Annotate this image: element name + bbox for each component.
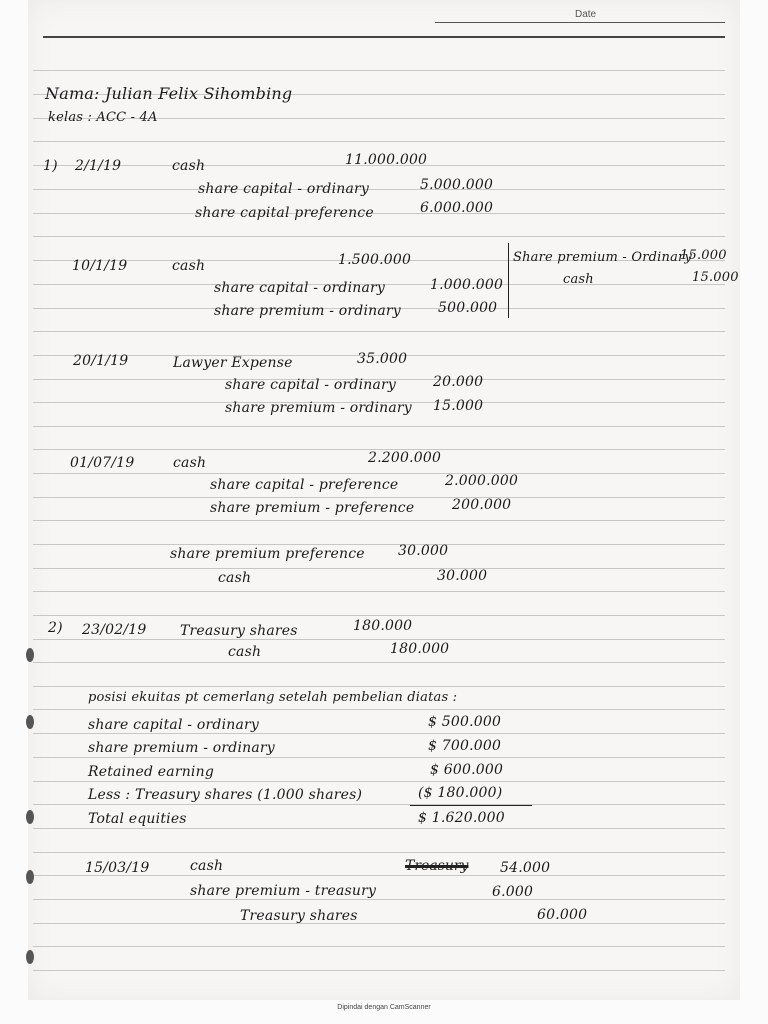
ruled-line [33,946,725,947]
ruled-line [33,520,725,521]
statement-heading: posisi ekuitas pt cemerlang setelah pembelian diatas : [88,690,458,705]
entry-date: 23/02/19 [82,622,147,638]
entry-date: 2/1/19 [75,158,122,174]
credit-account: share premium - preference [210,500,415,516]
ruled-line [33,852,725,853]
side-entry-divider [508,243,509,318]
debit-account: cash [172,258,206,274]
credit-account: share capital - ordinary [225,377,397,393]
credit-account: cash [218,570,252,586]
ruled-line [33,639,725,640]
binding-hole [26,715,34,729]
crossed-out-word: Treasury [405,858,469,874]
ruled-line [33,709,725,710]
statement-row-amount: $ 700.000 [428,738,502,754]
statement-row-label: Less : Treasury shares (1.000 shares) [88,787,363,803]
credit-account: share capital - ordinary [214,280,386,296]
statement-row-amount: $ 600.000 [430,762,504,778]
ruled-line [33,426,725,427]
credit-amount: 2.000.000 [445,473,519,489]
entry-date: 01/07/19 [70,455,135,471]
ruled-line [33,497,725,498]
statement-row-label: share premium - ordinary [88,740,275,756]
scanner-watermark: Dipindai dengan CamScanner [337,1004,431,1011]
debit-account: cash [173,455,207,471]
ruled-line [33,615,725,616]
credit-amount: 15.000 [433,398,484,414]
statement-row-amount: $ 500.000 [428,714,502,730]
credit-account: share premium - ordinary [214,303,401,319]
ruled-line [33,189,725,190]
side-credit-account: cash [563,272,594,287]
credit-account: cash [228,644,262,660]
debit-amount: 35.000 [357,351,408,367]
debit-account: cash [172,158,206,174]
credit-account: share premium - ordinary [225,400,412,416]
date-line [435,22,725,23]
binding-hole [26,648,34,662]
debit-account: Lawyer Expense [173,355,293,371]
debit-amount: 11.000.000 [345,152,428,168]
ruled-line [33,568,725,569]
top-margin-line [43,36,725,38]
date-label: Date [575,9,597,20]
binding-hole [26,810,34,824]
debit-amount: 30.000 [398,543,449,559]
credit-account: Treasury shares [240,908,358,924]
ruled-line [33,970,725,971]
binding-hole [26,870,34,884]
binding-hole [26,950,34,964]
ruled-line [33,686,725,687]
credit-amount: 1.000.000 [430,277,504,293]
credit-amount: 180.000 [390,641,450,657]
ruled-line [33,757,725,758]
credit-account: share capital preference [195,205,374,221]
credit-account: share capital - ordinary [198,181,370,197]
ruled-line [33,544,725,545]
side-debit-account: Share premium - Ordinary [513,250,692,265]
statement-row-amount: $ 1.620.000 [418,810,505,826]
ruled-line [33,213,725,214]
ruled-line [33,331,725,332]
ruled-line [33,828,725,829]
credit-amount: 6.000.000 [420,200,494,216]
debit-account: share premium preference [170,546,365,562]
side-debit-amount: 15.000 [680,248,727,263]
credit-account: share premium - treasury [190,883,377,899]
student-name: Nama: Julian Felix Sihombing [45,84,293,103]
ruled-line [33,141,725,142]
entry-date: 20/1/19 [73,353,129,369]
entry-date: 10/1/19 [72,258,128,274]
ruled-line [33,923,725,924]
ruled-line [33,781,725,782]
ruled-line [33,733,725,734]
student-class: kelas : ACC - 4A [48,110,158,125]
credit-amount: 6.000 [492,884,534,900]
debit-amount: 2.200.000 [368,450,442,466]
statement-row-label: share capital - ordinary [88,717,260,733]
statement-row-label: Total equities [88,811,187,827]
credit-amount: 5.000.000 [420,177,494,193]
statement-row-label: Retained earning [88,764,214,780]
credit-amount: 20.000 [433,374,484,390]
debit-account: cash [190,858,224,874]
ruled-line [33,662,725,663]
question-1-number: 1) [43,158,58,174]
ruled-line [33,473,725,474]
side-credit-amount: 15.000 [692,270,739,285]
ruled-line [33,899,725,900]
debit-account: Treasury shares [180,623,298,639]
debit-amount: 180.000 [353,618,413,634]
credit-amount: 500.000 [438,300,498,316]
question-2-number: 2) [48,620,63,636]
ruled-line [33,236,725,237]
ruled-line [33,804,725,805]
credit-amount: 60.000 [537,907,588,923]
statement-total-rule [410,805,532,806]
credit-account: share capital - preference [210,477,399,493]
debit-amount: 54.000 [500,860,551,876]
entry-date: 15/03/19 [85,860,150,876]
ruled-line [33,591,725,592]
debit-amount: 1.500.000 [338,252,412,268]
ruled-line [33,70,725,71]
credit-amount: 200.000 [452,497,512,513]
credit-amount: 30.000 [437,568,488,584]
statement-row-amount: ($ 180.000) [418,785,503,801]
